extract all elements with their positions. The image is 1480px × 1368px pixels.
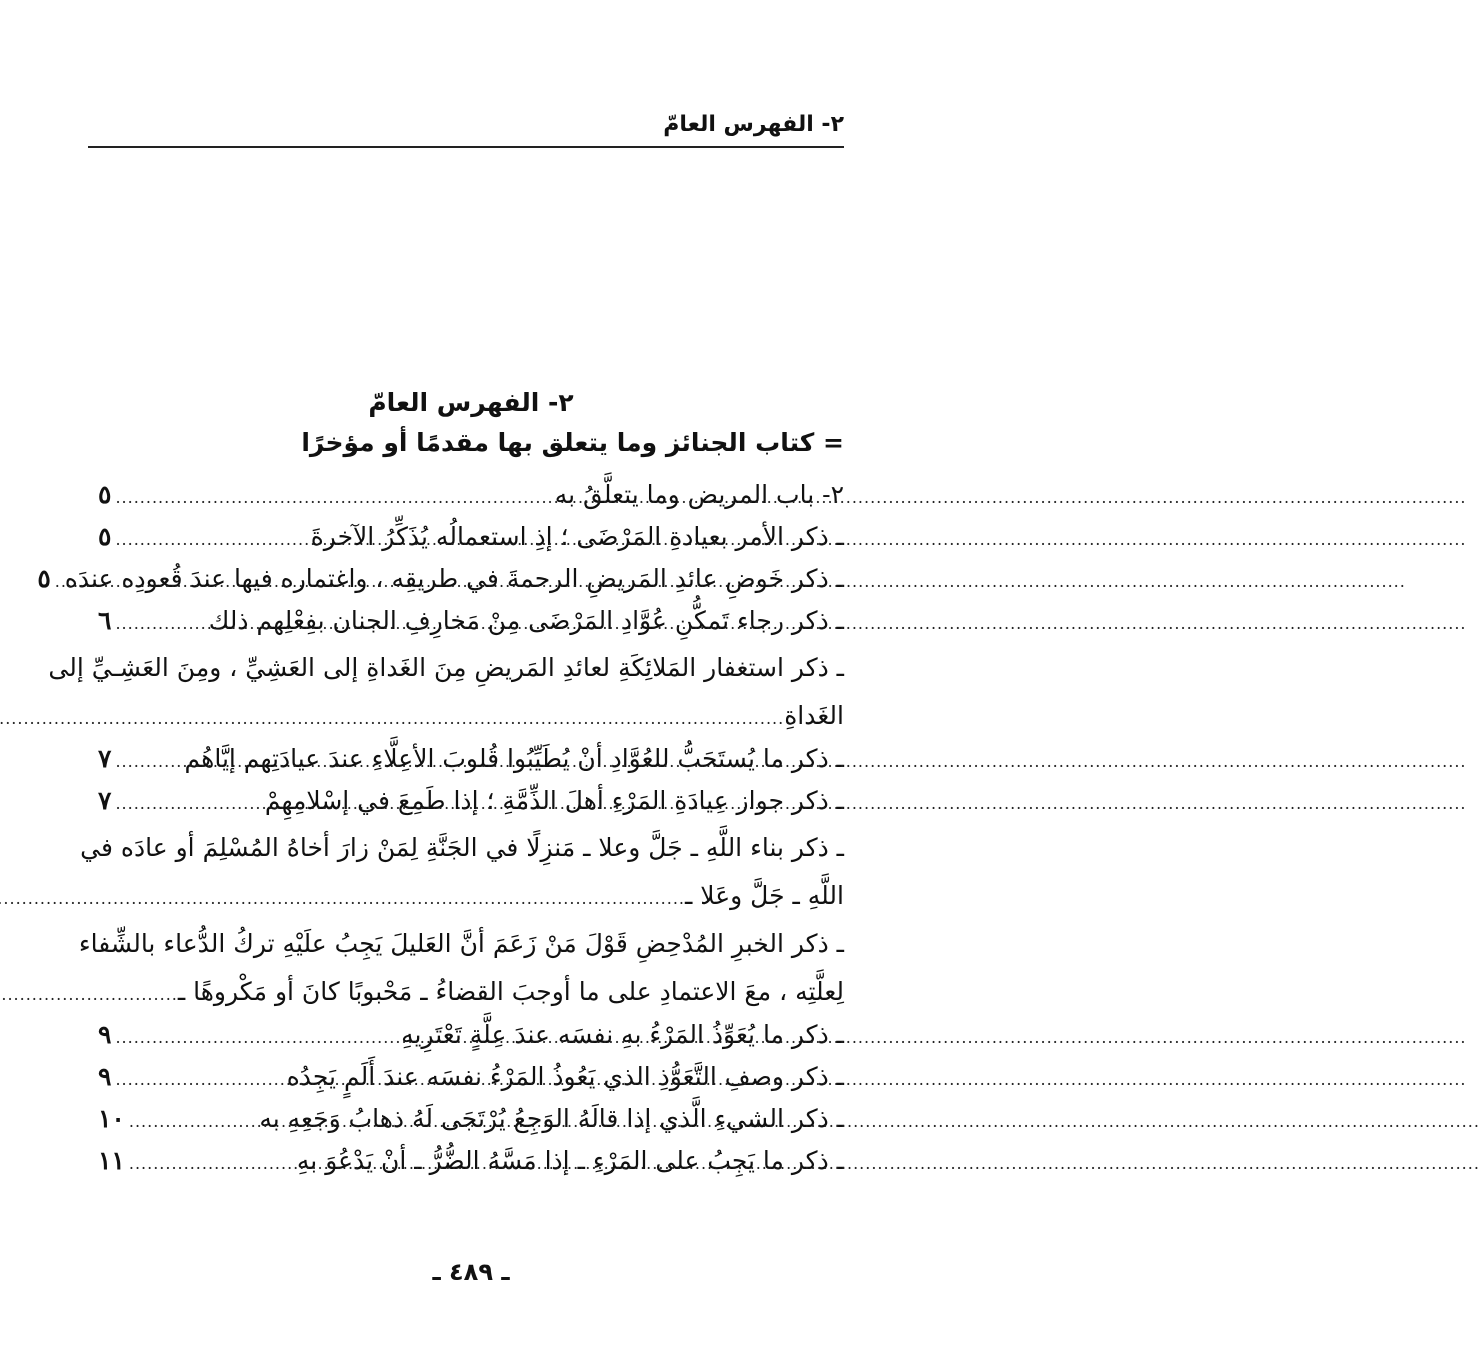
toc-entry-text: ـ ذكر الأمر بعيادةِ المَرْضَى ؛ إذِ استعمالُه يُذَكِّرُ الآخرةَ	[310, 522, 844, 551]
header-rule	[88, 146, 844, 148]
toc-entry-text: ـ ذكر ما يُستَحَبُّ للعُوَّادِ أنْ يُطَيِّبُوا قُلوبَ الأعِلَّاءِ عندَ عيادَتِهم إيَّاهُم	[184, 744, 844, 773]
table-of-contents	[37, 474, 844, 1182]
toc-entry-page: ٩	[98, 1062, 112, 1091]
toc-entry-text: ـ ذكر جواز عِيادَةِ المَرْءِ أهلَ الذِّمَّةِ ؛ إذا طَمِعَ في إسْلامِهِمْ	[264, 786, 844, 815]
toc-entry-text: ـ ذكر الشيءِ الَّذي إذا قالَهُ الوَجِعُ يُرْتَجَى لَهُ ذهابُ وَجَعِهِ به	[259, 1104, 844, 1133]
toc-entry-text: اللَّهِ ـ جَلَّ وعَلا ـ	[685, 881, 844, 910]
toc-entry-page: ١٠	[98, 1104, 125, 1133]
leader-dots	[115, 783, 264, 825]
toc-entry	[98, 600, 844, 642]
page-number: ـ ٤٨٩ ـ	[432, 1258, 510, 1286]
leader-dots	[115, 1017, 401, 1059]
toc-entry	[98, 1098, 844, 1140]
toc-entry	[98, 1056, 844, 1098]
toc-entry-page: ٥	[98, 480, 112, 509]
toc-entry-page: ٥	[37, 564, 51, 593]
leader-dots	[115, 1059, 286, 1101]
toc-entry-text: ـ ذكر ما يُعَوِّذُ المَرْءُ بهِ نفسَه عندَ عِلَّةٍ تَعْتَرِيهِ	[401, 1020, 844, 1049]
leader-dots	[115, 603, 208, 645]
toc-entry	[98, 516, 844, 558]
toc-entry-lastline	[98, 694, 844, 738]
leader-dots	[129, 1101, 259, 1143]
running-header: ٢- الفهرس العامّ	[663, 112, 844, 137]
toc-entry-text: ٢- باب المريض وما يتعلَّقُ به	[554, 480, 844, 509]
toc-entry	[98, 1140, 844, 1182]
toc-entry	[98, 780, 844, 822]
toc-entry-page: ١١	[98, 1146, 125, 1175]
toc-entry	[98, 738, 844, 780]
toc-entry-text: ـ ذكر استغفار المَلائِكَةِ لعائدِ المَريضِ مِنَ الغَداةِ إلى العَشِيِّ ، ومِنَ العَشِـيِّ إلى	[48, 653, 844, 682]
toc-entry	[37, 558, 844, 600]
toc-entry	[98, 1014, 844, 1056]
toc-entry-lastline	[98, 970, 844, 1014]
leader-dots	[129, 1143, 297, 1185]
leader-dots	[115, 477, 554, 519]
toc-entry-text: ـ ذكر ما يَجِبُ على المَرْءِ ـ إذا مَسَّهُ الضُّرُّ ـ أنْ يَدْعُوَ بهِ	[296, 1146, 844, 1175]
toc-entry	[48, 642, 844, 738]
toc-entry	[98, 474, 844, 516]
leader-dots	[115, 519, 310, 561]
section-title: ٢- الفهرس العامّ	[368, 388, 574, 417]
toc-entry-text: ـ ذكر خَوضِ عائدِ المَريضِ الرحمةَ في طريقِه ، واغتماره فيها عندَ قُعودِه عندَه	[64, 564, 844, 593]
book-title: = كتاب الجنائز وما يتعلق بها مقدمًا أو مؤخرًا	[301, 428, 844, 457]
leader-dots	[0, 697, 784, 741]
leader-dots	[55, 561, 65, 603]
toc-entry	[78, 918, 844, 1014]
leader-dots	[0, 973, 178, 1017]
toc-entry-text: ـ ذكر وصفِ التَّعَوُّذِ الذي يَعُوذُ المَرْءُ نفسَه عندَ أَلَمٍ يَجِدُه	[286, 1062, 844, 1091]
toc-entry-text: ـ ذكر رجاء تَمكُّنِ عُوَّادِ المَرْضَى مِنْ مَخارِفِ الجنان بفِعْلِهم ذلك	[208, 606, 844, 635]
leader-dots	[115, 741, 184, 783]
toc-entry-page: ٩	[98, 1020, 112, 1049]
toc-entry-page: ٧	[98, 744, 112, 773]
toc-entry-page: ٥	[98, 522, 112, 551]
toc-entry-page: ٧	[98, 786, 112, 815]
toc-entry-lastline	[98, 874, 844, 918]
toc-entry-page: ٦	[98, 606, 112, 635]
toc-entry-text: لِعلَّتِه ، معَ الاعتمادِ على ما أوجبَ القضاءُ ـ مَحْبوبًا كانَ أو مَكْروهًا ـ	[177, 977, 844, 1006]
leader-dots	[0, 877, 685, 921]
toc-entry-text: ـ ذكر الخبرِ المُدْحِضِ قَوْلَ مَنْ زَعَمَ أنَّ العَليلَ يَجِبُ علَيْهِ تركُ الدُّعاء بالشِّفاء	[78, 929, 844, 958]
toc-entry-text: الغَداةِ	[784, 701, 844, 730]
toc-entry-text: ـ ذكر بناء اللَّهِ ـ جَلَّ وعلا ـ مَنزِلًا في الجَنَّةِ لِمَنْ زارَ أخاهُ المُسْلِمَ أو عادَه في	[80, 833, 844, 862]
toc-entry	[80, 822, 844, 918]
